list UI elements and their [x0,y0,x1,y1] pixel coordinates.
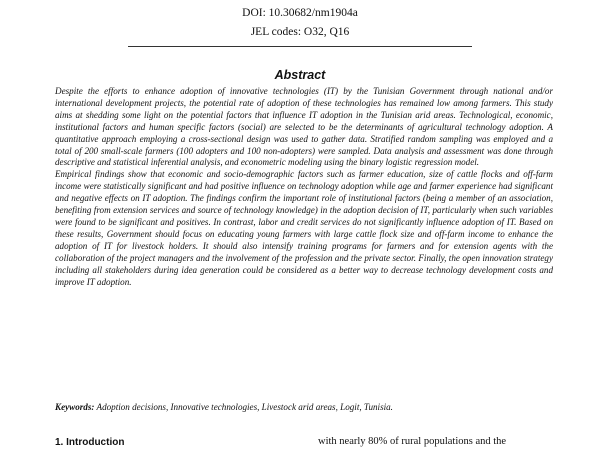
keywords-line [55,402,553,414]
abstract-heading: Abstract [274,68,326,82]
keywords-label: Keywords: [55,402,95,412]
header-divider [128,46,472,47]
abstract-paragraph-2: Empirical findings show that economic and socio-demographic factors such as farmer education, size of cattle flocks and off-farm income were statistically significant and had positive influence on technology adoption while age and farmer experience had significant and negative effects on IT adoption. The findings confirm the important role of institutional factors (being a member of an association, benefiting from extension services and source of technology knowledge) in the adoption decision of IT, particularly when such variables were found to be significant and positives. In contrast, labor and credit services do not significantly influence adoption of IT. Based on these results, Government should focus on educating young farmers with large cattle flock size and off-farm income to enhance the adoption of IT for livestock holders. It should also intensify training programs for farmers and for extension agents with the collaboration of the project managers and the involvement of the profession and the private sector. Finally, the open innovation strategy including all stakeholders during idea generation could be considered as a better way to decrease technology development costs and improve IT adoption. [55,169,553,287]
doi-line: DOI: 10.30682/nm1904a [242,7,358,19]
keywords-text: Adoption decisions, Innovative technologies, Livestock arid areas, Logit, Tunisia. [96,402,393,412]
introduction-right-column-text: with nearly 80% of rural populations and the [318,436,507,447]
introduction-heading: 1. Introduction [55,437,125,448]
abstract-body [55,86,553,288]
abstract-paragraph-1: Despite the efforts to enhance adoption of innovative technologies (IT) by the Tunisian Government through national and/or international development projects, the potential rate of adoption of these technologies has remained low among farmers. This study aims at shedding some light on the potential factors that influence IT adoption in the Tunisian arid areas. Technological, economic, institutional factors and human specific factors (social) are selected to be the determinants of agricultural technology adoption. A quantitative approach employing a cross-sectional design was used to gather data. Stratified random sampling was employed and a total of 200 small-scale farmers (100 adopters and 100 non-adopters) were sampled. Data analysis and assessment was done through descriptive and statistical inferential analysis, and econometric modeling using the binary logistic regression model. [55,86,553,168]
jel-codes-line: JEL codes: O32, Q16 [250,26,350,38]
